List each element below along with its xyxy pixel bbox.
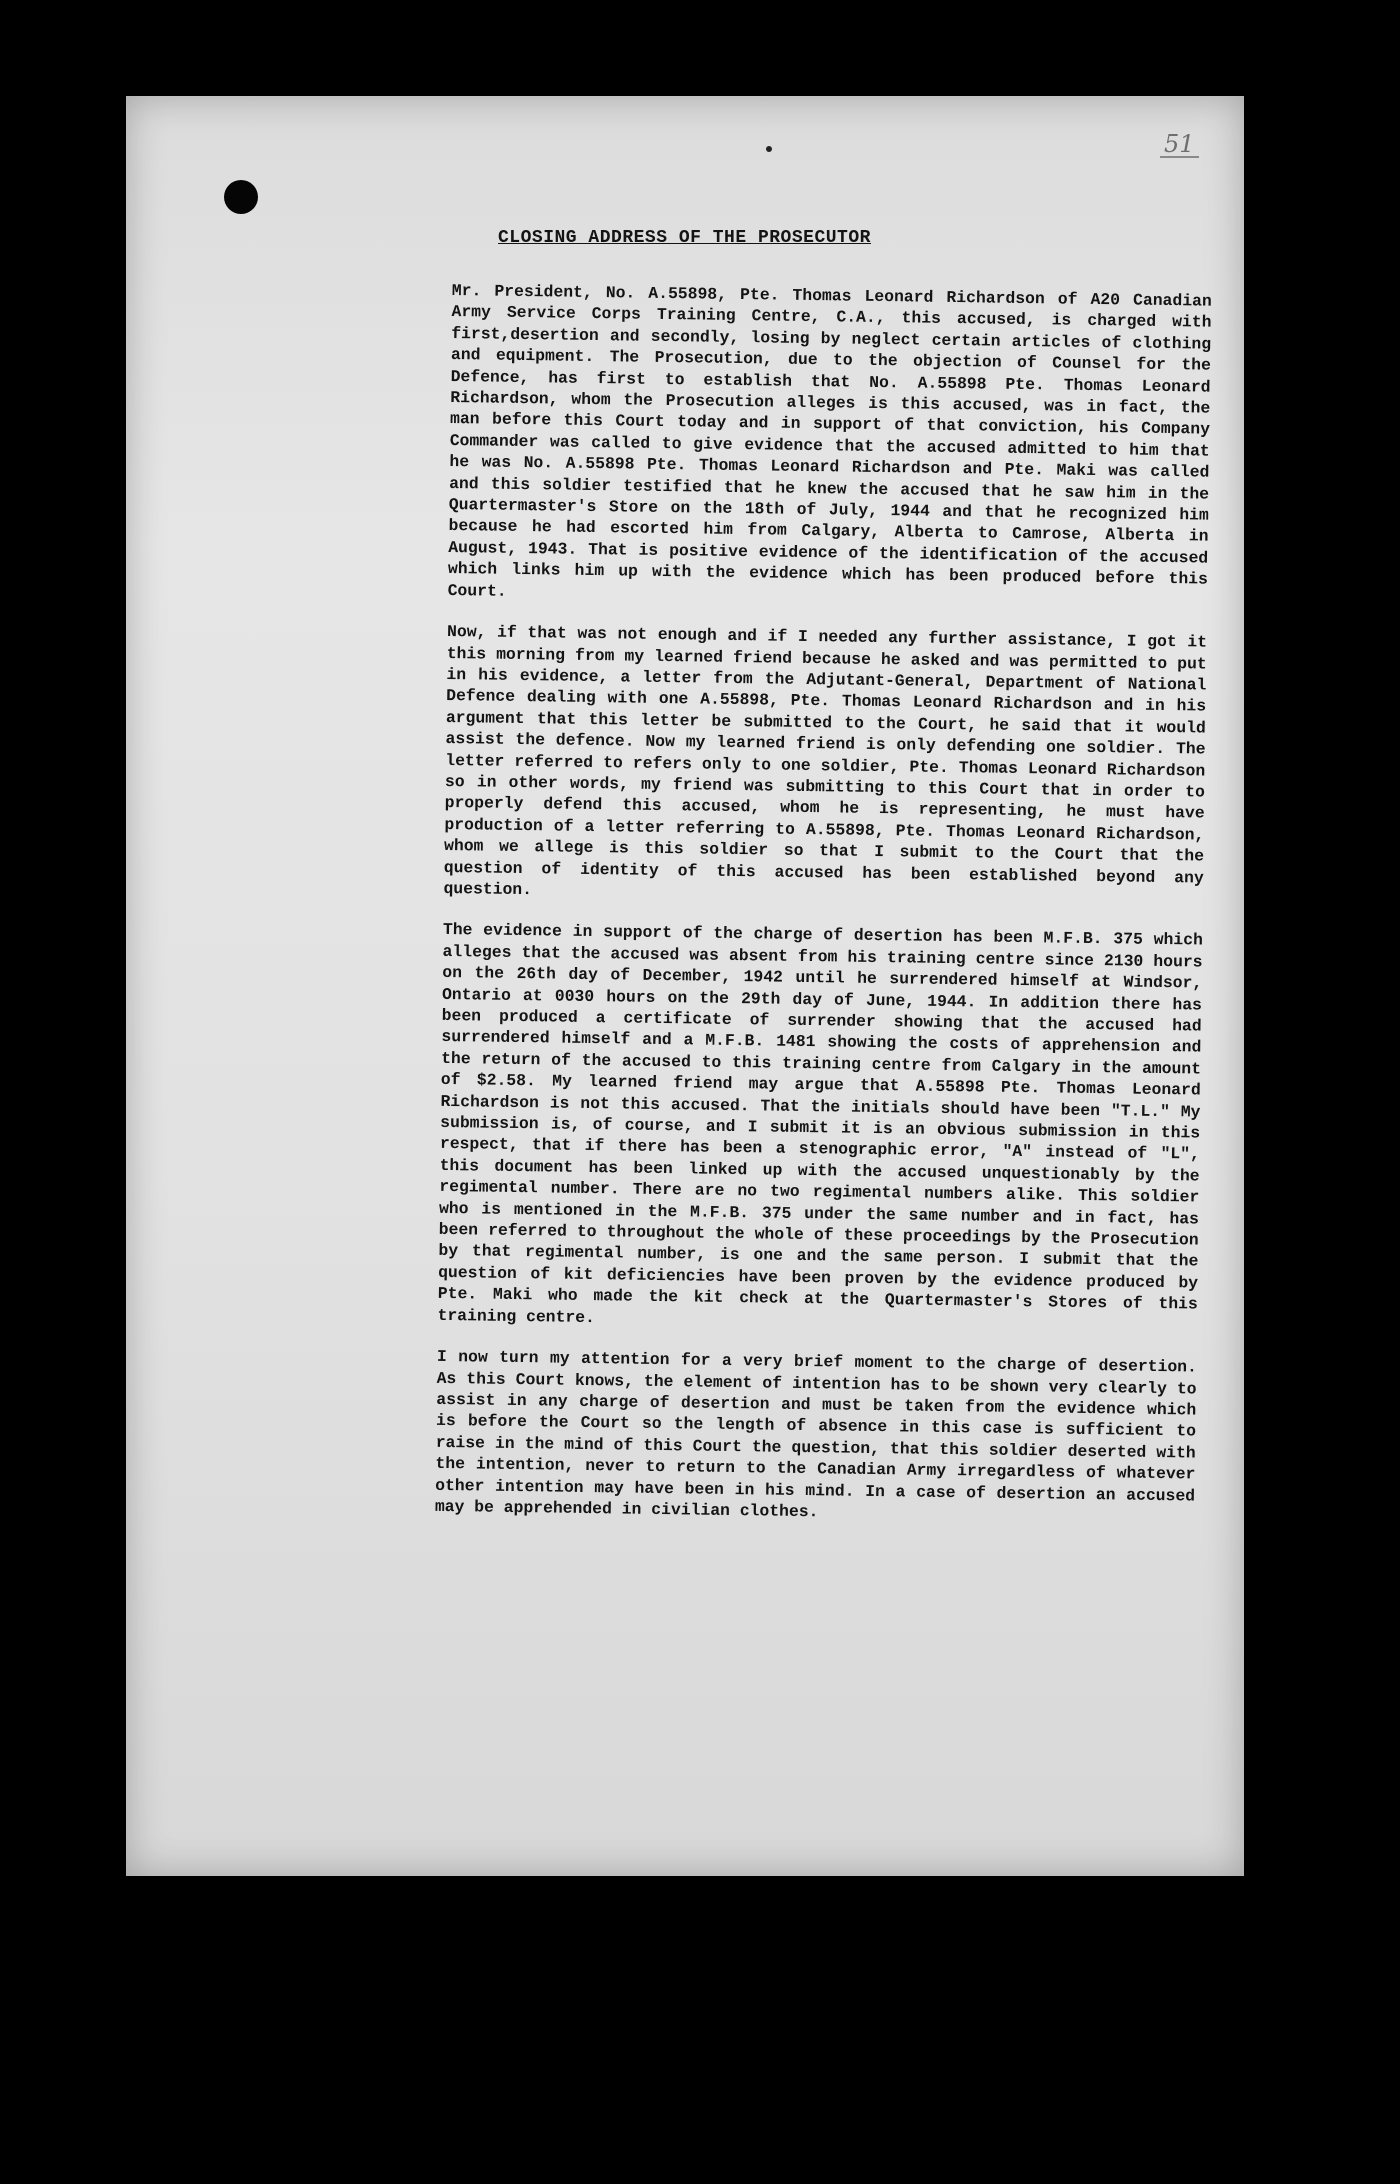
page-number: 51	[1160, 132, 1199, 158]
paragraph-identification: Mr. President, No. A.55898, Pte. Thomas Leonard Richardson of A20 Canadian Army Service Corps Training Centre, C.A., this accused, is charged with first,desertion and secondly, losing by neglect certain articles of clothing and equipment. The Prosecution, due to the objection of Counsel for the Defence, has first to establish that No. A.55898 Pte. Thomas Leonard Richardson, whom the Prosecution alleges is this accused, was in fact, the man before this Court today and in support of that conviction, his Company Commander was called to give evidence that the accused admitted to him that he was No. A.55898 Pte. Thomas Leonard Richardson and Pte. Maki was called and this soldier testified that he knew the accused that he saw him in the Quartermaster's Store on the 18th of July, 1944 and that he recognized him because he had escorted him from Calgary, Alberta to Camrose, Alberta in August, 1943. That is positive evidence of the identification of the accused which links him up with the evidence which has been produced before this Court.	[447, 280, 1212, 601]
paragraph-desertion-evidence: The evidence in support of the charge of desertion has been M.F.B. 375 which alleges that the accused was absent from his training centre since 2130 hours on the 26th day of December, 1942 until he surrendered himself at Windsor, Ontario at 0030 hours on the 29th day of June, 1944. In addition there has been produced a certificate of surrender showing that the accused had surrendered himself and a M.F.B. 1481 showing the costs of apprehension and the return of the accused to this training centre from Calgary in the amount of $2.58. My learned friend may argue that A.55898 Pte. Thomas Leonard Richardson is not this accused. That the initials should have been "T.L." My submission is, of course, and I submit it is an obvious submission in this respect, that if there has been a stenographic error, "A" instead of "L", this document has been linked up with the accused unquestionably by the regimental number. There are no two regimental numbers alike. This soldier who is mentioned in the M.F.B. 375 under the same number and in fact, has been referred to throughout the whole of these proceedings by the Prosecution by that regimental number, is one and the same person. I submit that the question of kit deficiencies have been proven by the evidence produced by Pte. Maki who made the kit check at the Quartermaster's Stores of this training centre.	[437, 920, 1203, 1327]
document-title: CLOSING ADDRESS OF THE PROSECUTOR	[498, 228, 871, 248]
paragraph-letter-evidence: Now, if that was not enough and if I needed any further assistance, I got it this morning from my learned friend because he asked and was permitted to put in his evidence, a letter from the Adjutant-General, Department of National Defence dealing with one A.55898, Pte. Thomas Leonard Richardson and in his argument that this letter be submitted to the Court, he said that it would assist the defence. Now my learned friend is only defending one soldier. The letter referred to refers only to one soldier, Pte. Thomas Leonard Richardson so in other words, my friend was submitting to this Court that in order to properly defend this accused, whom he is representing, he must have production of a letter referring to A.55898, Pte. Thomas Leonard Richardson, whom we allege is this soldier so that I submit to the Court that the question of identity of this accused has been established beyond any question.	[443, 622, 1208, 900]
punch-hole	[224, 180, 258, 214]
document-body	[434, 280, 1211, 1548]
paragraph-intention: I now turn my attention for a very brief moment to the charge of desertion. As this Court knows, the element of intention has to be shown very clearly to assist in any charge of desertion and must be taken from the evidence which is before the Court so the length of absence in this case is sufficient to raise in the mind of this Court the question, that this soldier deserted with the intention, never to return to the Canadian Army irregardless of whatever other intention may have been in his mind. In a case of desertion an accused may be apprehended in civilian clothes.	[434, 1346, 1198, 1522]
ink-dot	[766, 146, 772, 152]
